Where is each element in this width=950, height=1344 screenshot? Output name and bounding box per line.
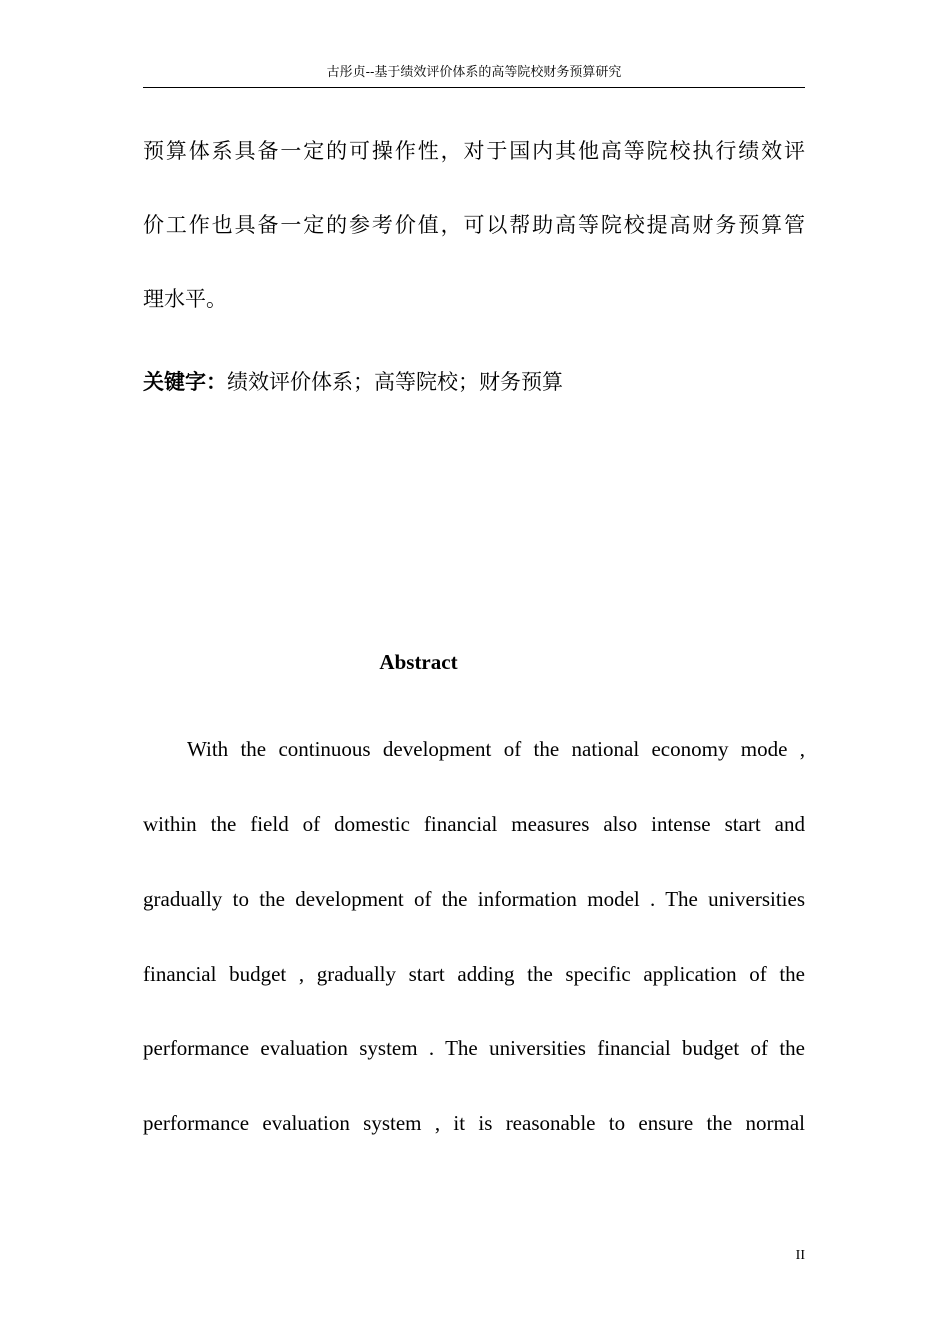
page-header — [143, 60, 805, 88]
header-title: 古彤贞--基于绩效评价体系的高等院校财务预算研究 — [326, 65, 622, 80]
english-paragraph-line: gradually to the development of the information model . The universities — [143, 887, 805, 911]
abstract-heading: Abstract — [379, 650, 458, 674]
keywords-label: 关键字： — [143, 370, 227, 394]
english-paragraph-line: performance evaluation system , it is reasonable to ensure the normal — [143, 1111, 805, 1135]
english-paragraph-line: With the continuous development of the national economy mode , — [187, 737, 805, 761]
chinese-paragraph-line: 价工作也具备一定的参考价值，可以帮助高等院校提高财务预算管 — [143, 213, 805, 237]
chinese-paragraph-line: 理水平。 — [143, 287, 227, 311]
english-paragraph-line: within the field of domestic financial measures also intense start and — [143, 812, 805, 836]
english-paragraph-line: performance evaluation system . The universities financial budget of the — [143, 1036, 805, 1060]
chinese-paragraph-line: 预算体系具备一定的可操作性，对于国内其他高等院校执行绩效评 — [143, 139, 805, 163]
page-number: II — [795, 1248, 805, 1263]
keywords-text: 绩效评价体系；高等院校；财务预算 — [227, 370, 563, 394]
keywords-line — [143, 367, 805, 397]
english-paragraph-line: financial budget , gradually start adding the specific application of the — [143, 962, 805, 986]
